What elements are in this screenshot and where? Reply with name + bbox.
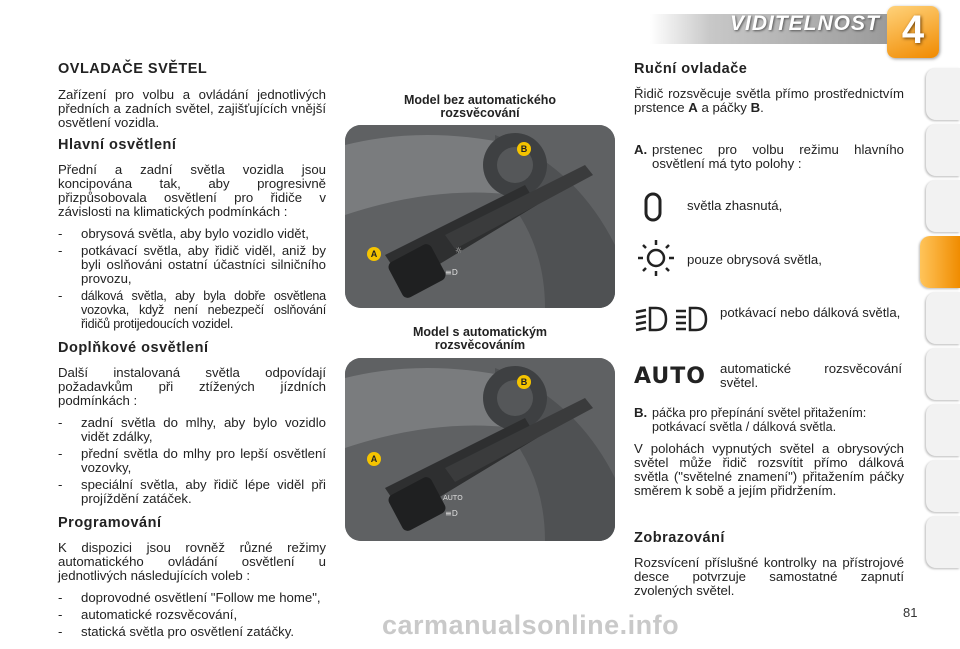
main-lighting-heading: Hlavní osvětlení (58, 137, 177, 153)
additional-lighting-heading: Doplňkové osvětlení (58, 340, 209, 356)
programming-heading: Programování (58, 515, 162, 531)
item-a-label: A. (634, 142, 648, 157)
chapter-tab[interactable] (926, 292, 960, 344)
page-number: 81 (903, 605, 918, 620)
intro-text: Zařízení pro volbu a ovládání jednotlivých předních a zadních světel, zajišťujících vnější osvětlení vozidla. (58, 87, 326, 130)
flash-note: V polohách vypnutých světel a obrysových světel může řidič rozsvítit přímo dálková světla ("světelné znamení") přitažením páčky směrem k sobě a jejím přidržením. (634, 441, 904, 498)
sidelights-icon (634, 238, 678, 282)
right-column (634, 62, 904, 123)
additional-lighting-list (58, 416, 326, 506)
stalk-illustration (345, 358, 615, 541)
chapter-tabs (926, 68, 960, 576)
svg-text:≡D: ≡D (445, 268, 458, 277)
programming-text: K dispozici jsou rovněž různé režimy automatického ovládání osvětlení u jednotlivých následujících voleb : (58, 540, 326, 583)
display-text: Rozsvícení příslušné kontrolky na přístrojové desce potvrzuje samostatné zapnutí zvolených světel. (634, 555, 904, 598)
list-item: - obrysová světla, aby bylo vozidlo vidět, (58, 226, 309, 241)
position-text: potkávací nebo dálková světla, (720, 305, 901, 320)
display-section (634, 531, 904, 606)
list-item: - zadní světla do mlhy, aby bylo vozidlo vidět zdálky, (58, 415, 326, 444)
left-column (58, 62, 326, 649)
position-text: automatické rozsvěcování světel. (720, 361, 902, 390)
chapter-tab[interactable] (926, 68, 960, 120)
badge-b: B (517, 142, 531, 156)
chapter-tab[interactable] (926, 180, 960, 232)
manual-controls-heading: Ruční ovladače (634, 61, 748, 77)
list-item: - automatické rozsvěcování, (58, 607, 238, 622)
caption-auto-model: Model s automatickým rozsvěcováním (412, 325, 548, 352)
list-item: - potkávací světla, aby řidič viděl, aniž by byli oslňováni ostatní účastníci silničního provozu, (58, 243, 326, 286)
position-text: světla zhasnutá, (687, 198, 783, 213)
position-text: pouze obrysová světla, (687, 252, 822, 267)
svg-text:AUTO: AUTO (443, 494, 463, 502)
dipped-main-beam-icon (634, 304, 714, 334)
list-item: - dálková světla, aby byla dobře osvětlena vozovka, když není nebezpečí oslňování řidičů protijedoucích vozidel. (58, 288, 326, 331)
chapter-tab[interactable] (926, 516, 960, 568)
section-title: OVLADAČE SVĚTEL (58, 61, 208, 77)
display-heading: Zobrazování (634, 530, 725, 546)
watermark: carmanualsonline.info (382, 610, 680, 640)
photo-manual-stalk (345, 125, 615, 308)
svg-text:☼: ☼ (455, 246, 463, 255)
badge-b: B (517, 375, 531, 389)
caption-manual-model: Model bez automatického rozsvěcování (403, 93, 557, 120)
item-a-text: prstenec pro volbu režimu hlavního osvětlení má tyto polohy : (652, 142, 904, 171)
ring-description (634, 143, 904, 171)
chapter-tab[interactable] (926, 404, 960, 456)
chapter-tab-active[interactable] (920, 236, 960, 288)
main-lighting-list (58, 227, 326, 331)
badge-a: A (367, 247, 381, 261)
chapter-badge (887, 6, 939, 58)
lights-off-icon (634, 192, 674, 226)
chapter-tab[interactable] (926, 348, 960, 400)
item-b-label: B. (634, 405, 648, 420)
chapter-title: VIDITELNOST (730, 12, 880, 35)
programming-list (58, 591, 326, 639)
badge-a: A (367, 452, 381, 466)
manual-controls-intro: Řidič rozsvěcuje světla přímo prostřednictvím prstence A a páčky B. (634, 86, 904, 115)
chapter-number: 4 (901, 8, 925, 52)
additional-lighting-text: Další instalovaná světla odpovídají požadavkům při ztížených jízdních podmínkách : (58, 365, 326, 408)
item-b-text: páčka pro přepínání světel přitažením: potkávací světla / dálková světla. (652, 406, 867, 434)
list-item: - speciální světla, aby řidič lépe viděl při projíždění zatáček. (58, 477, 326, 506)
stalk-illustration (345, 125, 615, 308)
chapter-tab[interactable] (926, 124, 960, 176)
svg-text:≡D: ≡D (445, 509, 458, 518)
list-item: - doprovodné osvětlení "Follow me home", (58, 590, 321, 605)
list-item: - přední světla do mlhy pro lepší osvětlení vozovky, (58, 446, 326, 475)
auto-icon: AUTO (634, 364, 706, 389)
list-item: - statická světla pro osvětlení zatáčky. (58, 624, 295, 639)
stalk-description (634, 406, 904, 506)
photo-auto-stalk (345, 358, 615, 541)
main-lighting-text: Přední a zadní světla vozidla jsou koncipována tak, aby progresivně přizpůsobovala osvětlení pro řidiče v závislosti na klimatických podmínkách : (58, 162, 326, 219)
chapter-tab[interactable] (926, 460, 960, 512)
